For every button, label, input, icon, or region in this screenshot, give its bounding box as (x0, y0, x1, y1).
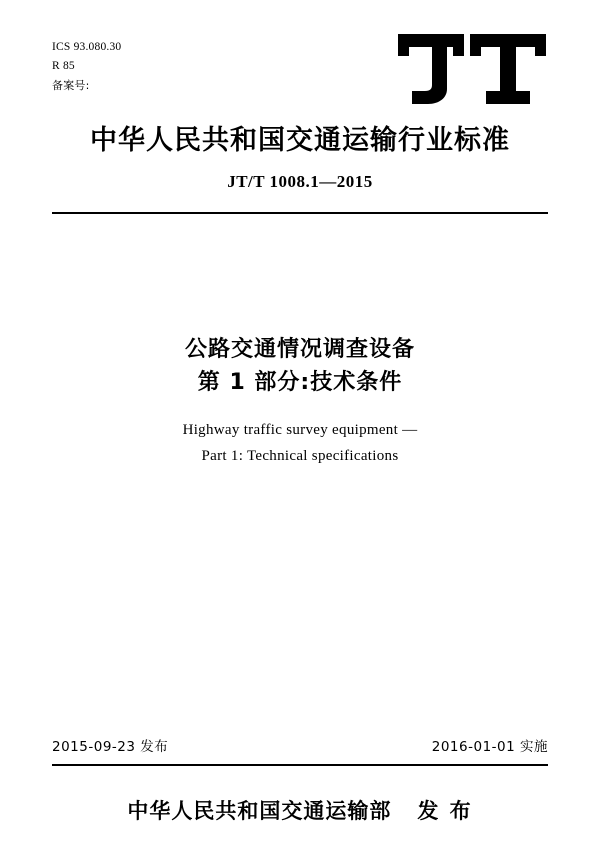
subject-cn-line-2: 第 1 部分:技术条件 (197, 370, 403, 395)
divider-top (52, 212, 548, 214)
standard-number: JT/T 1008.1—2015 (227, 172, 373, 191)
classification-code: R 85 (52, 60, 75, 72)
ics-block (52, 38, 121, 95)
divider-bottom (52, 764, 548, 766)
ics-code: ICS 93.080.30 (52, 41, 122, 53)
jt-logo (392, 30, 552, 108)
subject-cn-line-1: 公路交通情况调查设备 (184, 337, 415, 362)
effective-date: 2016-01-01 实施 (431, 739, 548, 755)
subject-en-line-2: Part 1: Technical specifications (201, 448, 399, 464)
subject-en-line-1: Highway traffic survey equipment — (182, 422, 418, 438)
publisher-line (0, 795, 600, 825)
subject-block (0, 333, 600, 469)
publisher-name: 中华人民共和国交通运输部 (127, 799, 392, 823)
header-zone (0, 30, 600, 110)
page-title: 中华人民共和国交通运输行业标准 (90, 125, 510, 156)
subject-en-block (0, 417, 600, 469)
record-number-label: 备案号: (52, 79, 90, 92)
publisher-issue-label: 发 布 (417, 799, 473, 823)
dates-row (52, 735, 548, 755)
issue-date: 2015-09-23 发布 (52, 739, 169, 755)
